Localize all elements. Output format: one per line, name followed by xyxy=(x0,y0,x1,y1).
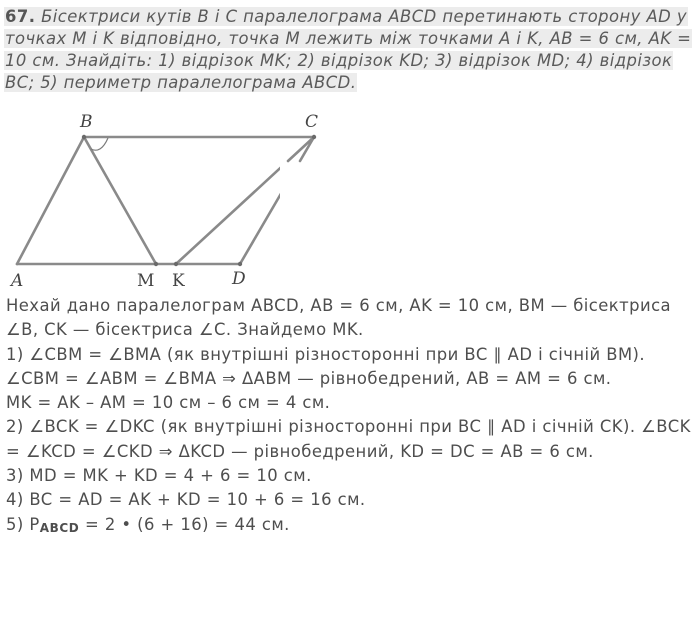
label-m: M xyxy=(137,271,155,291)
side-ab xyxy=(17,137,84,264)
point-m xyxy=(154,262,158,266)
point-b xyxy=(82,135,86,139)
solution-step-5 xyxy=(6,513,692,540)
angle-mark-b xyxy=(91,138,108,150)
solution-intro: Нехай дано паралелограм ABCD, AB = 6 см, AK = 10 см, BM — бісектриса ∠B, CK — бісектриса ∠C. Знайдемо MK. xyxy=(6,296,672,340)
perimeter-rest: = 2 • (6 + 16) = 44 см. xyxy=(79,514,290,534)
label-a: A xyxy=(11,271,24,291)
solution xyxy=(6,294,692,540)
solution-step-1b: MK = AK – AM = 10 см – 6 см = 4 см. xyxy=(6,393,331,413)
solution-step-3: 3) MD = MK + KD = 4 + 6 = 10 см. xyxy=(6,466,312,486)
problem-statement xyxy=(4,6,692,94)
parallelogram-figure xyxy=(0,108,280,293)
bisector-bm xyxy=(84,137,156,264)
solution-step-1a: 1) ∠CBM = ∠BMA (як внутрішні різносторонні при BC ∥ AD і січній BM). ∠CBM = ∠ABM = ∠BMA ⇒ ΔABM — рівнобедрений, AB = AM = 6 см. xyxy=(6,344,646,388)
solution-step-4: 4) BC = AD = AK + KD = 10 + 6 = 16 см. xyxy=(6,490,366,510)
label-d: D xyxy=(232,269,246,289)
point-d xyxy=(238,262,242,266)
bisector-ck xyxy=(176,137,280,264)
label-c: C xyxy=(305,112,319,132)
figure-extension xyxy=(280,108,320,168)
solution-step-2: 2) ∠BCK = ∠DKC (як внутрішні різносторонні при BC ∥ AD і січній CK). ∠BCK = ∠KCD = ∠CKD ⇒ ΔKCD — рівнобедрений, KD = DC = AB = 6 см. xyxy=(6,417,691,461)
point-c-ext xyxy=(312,135,316,139)
problem-text: Бісектриси кутів B і C паралелограма ABCD перетинають сторону AD у точках M і K відповідно, точка M лежить між точками A і K, AB = 6 см, AK = 10 см. Знайдіть: 1) відрізок MK; 2) відрізок KD; 3) відрізок MD; 4) відрізок BC; 5) периметр паралелограма ABCD. xyxy=(5,7,692,92)
label-b: B xyxy=(80,112,93,132)
perimeter-prefix: 5) P xyxy=(6,514,40,534)
label-k: K xyxy=(172,271,185,291)
point-k xyxy=(174,262,178,266)
problem-highlight xyxy=(4,7,692,92)
perimeter-subscript: ABCD xyxy=(39,520,80,535)
problem-number: 67. xyxy=(5,7,36,26)
